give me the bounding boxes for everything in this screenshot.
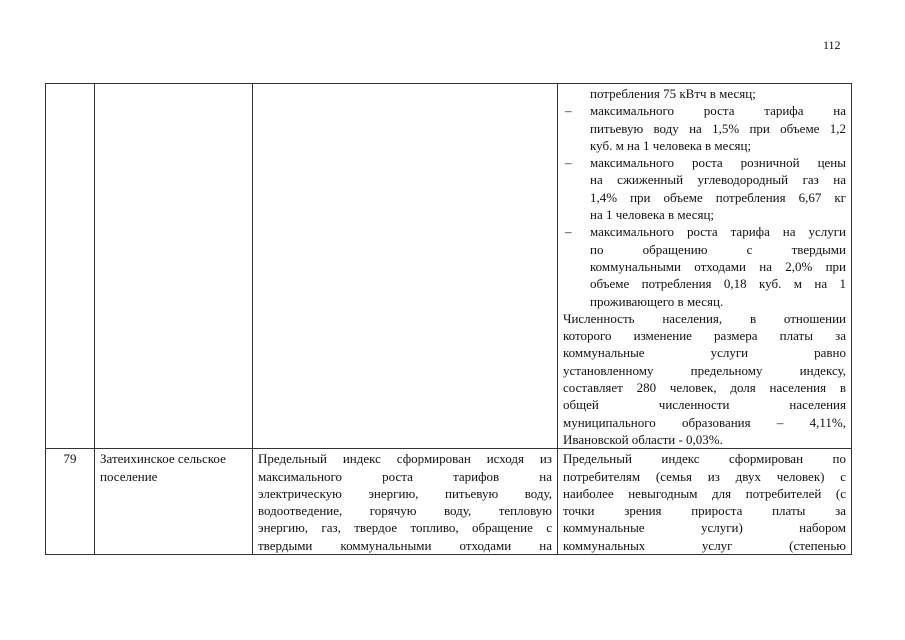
text-line: точки зрения прироста платы за [563, 503, 846, 519]
text-line: которого изменение размера платы за [563, 328, 846, 344]
text-line: водоотведение, горячую воду, тепловую [258, 503, 552, 519]
bullet-item [563, 85, 846, 102]
text-line: муниципального образования – 4,11%, [563, 414, 846, 430]
dash-bullet: – [565, 224, 572, 240]
text-line: на 1 человека в месяц; [590, 207, 715, 223]
text-line: потребителям (семья из двух человек) с [563, 468, 846, 484]
index-description-cell [253, 84, 558, 449]
text-line: Затеихинское сельское [100, 451, 226, 467]
text-line: потребления 75 кВтч в месяц; [590, 86, 756, 101]
text-line: коммунальные услуги) набором [563, 520, 846, 536]
text-line: коммунальные услуги равно [563, 345, 846, 361]
settlement-name-cell [95, 84, 253, 449]
text-line: на сжиженный углеводородный газ на [590, 172, 846, 188]
text-line: максимального роста розничной цены [590, 155, 846, 171]
bullet-item [563, 154, 846, 223]
dash-bullet: – [565, 155, 572, 171]
population-paragraph [563, 310, 846, 448]
text-line: 1,4% при объеме потребления 6,67 кг [590, 189, 846, 205]
text-line: установленному предельному индексу, [563, 362, 846, 378]
page-number: 112 [823, 38, 841, 52]
text-line: максимального роста тарифа на услуги [590, 224, 846, 240]
text-line: куб. м на 1 человека в месяц; [590, 137, 752, 153]
text-line: по обращению с твердыми [590, 241, 846, 257]
text-line: максимального роста тарифов на [258, 468, 552, 484]
text-line: питьевую воду на 1,5% при объеме 1,2 [590, 120, 846, 136]
text-line: составляет 280 человек, доля населения в [563, 380, 846, 396]
text-line: Ивановской области - 0,03%. [563, 431, 723, 447]
text-line: поселение [100, 468, 158, 484]
index-details-cell [558, 84, 852, 449]
index-details-cell [558, 449, 852, 555]
table-row-79 [46, 449, 852, 555]
table-row-continued [46, 84, 852, 449]
text-line: общей численности населения [563, 397, 846, 413]
bullet-item [563, 223, 846, 309]
municipal-index-table [45, 83, 852, 555]
text-line: Предельный индекс сформирован по [563, 451, 846, 467]
text-line: электрическую энергию, питьевую воду, [258, 485, 552, 501]
text-line: наиболее невыгодным для потребителей (с [563, 485, 846, 501]
row-number-cell [46, 84, 95, 449]
settlement-name-cell [95, 449, 253, 555]
text-line: проживающего в месяц. [590, 293, 724, 309]
text-line: энергию, газ, твердое топливо, обращение с [258, 520, 552, 536]
text-line: максимального роста тарифа на [590, 103, 846, 119]
text-line: твердыми коммунальными отходами на [258, 537, 552, 553]
bullet-item [563, 102, 846, 154]
text-line: Предельный индекс сформирован исходя из [258, 451, 552, 467]
dash-bullet: – [565, 103, 572, 119]
index-description-cell [253, 449, 558, 555]
row-number-cell: 79 [46, 449, 95, 555]
text-line: коммунальных услуг (степенью [563, 537, 846, 553]
text-line: объеме потребления 0,18 куб. м на 1 [590, 276, 846, 292]
text-line: Численность населения, в отношении [563, 310, 846, 326]
text-line: коммунальными отходами на 2,0% при [590, 258, 846, 274]
